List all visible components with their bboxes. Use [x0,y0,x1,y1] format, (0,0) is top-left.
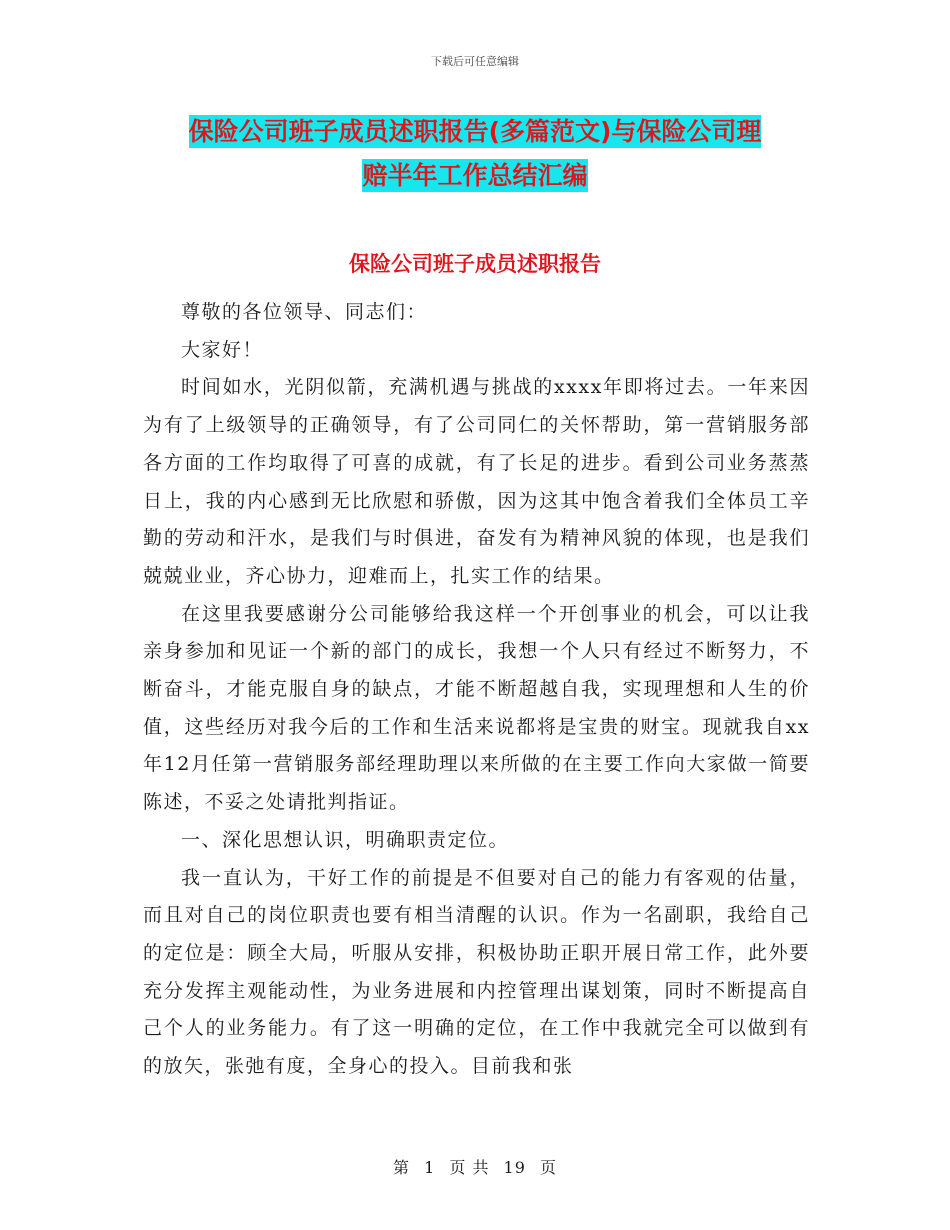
salutation-paragraph: 尊敬的各位领导、同志们： [181,301,428,323]
body-paragraph: 时间如水，光阴似箭，充满机遇与挑战的xxxx年即将过去。一年来因为有了上级领导的正确领导，有了公司同仁的关怀帮助，第一营销服务部各方面的工作均取得了可喜的成就，有了长足的进步。看到公司业务蒸蒸日上，我的内心感到无比欣慰和骄傲，因为这其中饱含着我们全体员工辛勤的劳动和汗水，是我们与时俱进，奋发有为精神风貌的体现，也是我们兢兢业业，齐心协力，迎难而上，扎实工作的结果。 [143,376,810,587]
footer-middle: 页 共 [449,1158,490,1177]
greeting-paragraph: 大家好！ [181,338,264,361]
body-paragraph: 我一直认为，干好工作的前提是不但要对自己的能力有客观的估量，而且对自己的岗位职责也要有相当清醒的认识。作为一名副职，我给自己的定位是：顾全大局，听服从安排，积极协助正职开展日常工作，此外要充分发挥主观能动性，为业务进展和内控管理出谋划策，同时不断提高自己个人的业务能力。有了这一明确的定位，在工作中我就完全可以做到有的放矢，张弛有度，全身心的投入。目前我和张 [143,866,810,1078]
footer-total-pages: 19 [503,1158,526,1177]
page-header-note: 下载后可任意编辑 [431,55,519,68]
document-body [143,294,810,1086]
page-footer [0,1155,950,1178]
section-title: 保险公司班子成员述职报告 [349,252,601,276]
body-paragraph: 在这里我要感谢分公司能够给我这样一个开创事业的机会，可以让我亲身参加和见证一个新的部门的成长，我想一个人只有经过不断努力，不断奋斗，才能克服自身的缺点，才能不断超越自我，实现理想和人生的价值，这些经历对我今后的工作和生活来说都将是宝贵的财宝。现就我自xx年12月任第一营销服务部经理助理以来所做的在主要工作向大家做一简要陈述，不妥之处请批判指证。 [143,602,810,814]
document-title-line-1: 保险公司班子成员述职报告(多篇范文)与保险公司理 [188,117,762,146]
subheading-paragraph: 一、深化思想认识，明确职责定位。 [181,828,510,851]
footer-suffix: 页 [540,1158,558,1177]
document-title [140,110,810,198]
footer-prefix: 第 [392,1158,410,1177]
document-title-line-2: 赔半年工作总结汇编 [362,161,588,190]
footer-page-number: 1 [424,1158,436,1177]
